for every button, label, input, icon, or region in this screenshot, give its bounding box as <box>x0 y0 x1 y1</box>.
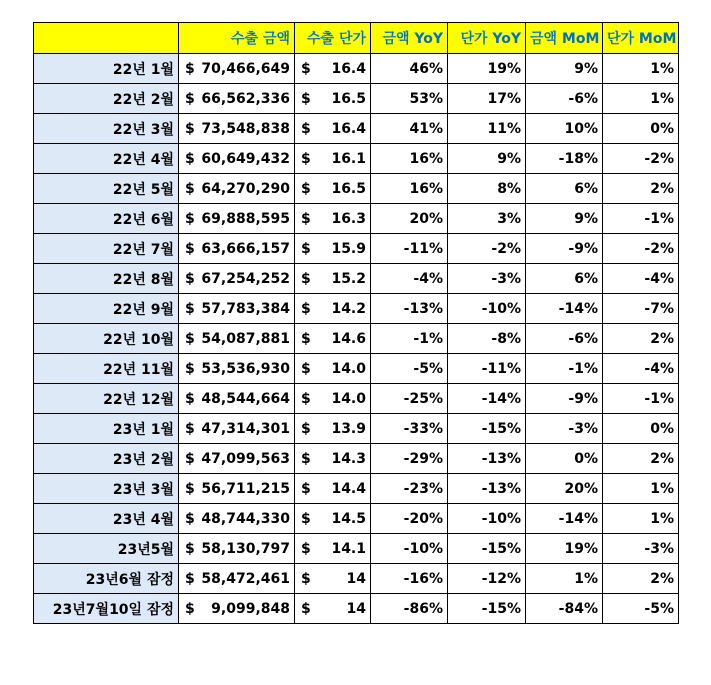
dollar-sign: $ <box>301 450 311 467</box>
amount-yoy-cell[interactable]: -10% <box>371 534 448 564</box>
dollar-sign: $ <box>301 270 311 287</box>
price-mom-cell[interactable]: 0% <box>603 114 679 144</box>
price-yoy-cell[interactable]: -11% <box>448 354 526 384</box>
price-yoy-cell[interactable]: -13% <box>448 474 526 504</box>
dollar-sign: $ <box>185 510 195 527</box>
export-amount-cell-wrap <box>183 361 290 377</box>
unit-price-cell-wrap <box>299 151 366 167</box>
table-row <box>34 384 679 414</box>
export-amount-cell-value: 48,744,330 <box>201 510 290 527</box>
amount-yoy-cell[interactable]: -33% <box>371 414 448 444</box>
price-yoy-cell[interactable]: 17% <box>448 84 526 114</box>
export-amount-cell[interactable] <box>179 54 295 84</box>
row-label-cell[interactable]: 22년 2월 <box>34 84 179 114</box>
export-amount-cell[interactable] <box>179 144 295 174</box>
amount-yoy-cell[interactable]: -86% <box>371 594 448 624</box>
dollar-sign: $ <box>185 150 195 167</box>
price-mom-cell[interactable]: 2% <box>603 564 679 594</box>
unit-price-cell-value: 14.1 <box>331 540 366 557</box>
header-export-amount[interactable]: 수출 금액 <box>179 23 295 54</box>
dollar-sign: $ <box>301 390 311 407</box>
amount-yoy-cell[interactable]: -11% <box>371 234 448 264</box>
table-row <box>34 474 679 504</box>
table-row <box>34 534 679 564</box>
header-price-yoy[interactable]: 단가 YoY <box>448 23 526 54</box>
unit-price-cell-value: 15.2 <box>331 270 366 287</box>
export-amount-cell-wrap <box>183 601 290 617</box>
price-yoy-cell[interactable]: 9% <box>448 144 526 174</box>
amount-yoy-cell[interactable]: -4% <box>371 264 448 294</box>
export-amount-cell-value: 73,548,838 <box>201 120 290 137</box>
price-mom-cell[interactable]: -2% <box>603 234 679 264</box>
unit-price-cell-value: 14.0 <box>331 360 366 377</box>
table-row <box>34 504 679 534</box>
export-amount-cell-value: 54,087,881 <box>201 330 290 347</box>
dollar-sign: $ <box>301 300 311 317</box>
row-label-cell[interactable]: 22년 9월 <box>34 294 179 324</box>
export-amount-cell[interactable] <box>179 474 295 504</box>
price-mom-cell[interactable]: 0% <box>603 414 679 444</box>
table-row <box>34 594 679 624</box>
export-amount-cell-value: 67,254,252 <box>201 270 290 287</box>
amount-mom-cell[interactable]: 19% <box>526 534 603 564</box>
export-amount-cell-wrap <box>183 61 290 77</box>
export-amount-cell-value: 56,711,215 <box>201 480 290 497</box>
price-yoy-cell[interactable]: -15% <box>448 594 526 624</box>
row-label-cell[interactable]: 22년 6월 <box>34 204 179 234</box>
header-price-mom[interactable]: 단가 MoM <box>603 23 679 54</box>
price-yoy-cell[interactable]: -8% <box>448 324 526 354</box>
unit-price-cell[interactable] <box>295 174 371 204</box>
unit-price-cell[interactable] <box>295 84 371 114</box>
export-amount-cell-value: 63,666,157 <box>201 240 290 257</box>
export-amount-cell-wrap <box>183 271 290 287</box>
export-amount-cell-wrap <box>183 451 290 467</box>
amount-mom-cell[interactable]: -9% <box>526 234 603 264</box>
unit-price-cell[interactable] <box>295 384 371 414</box>
export-amount-cell-value: 58,130,797 <box>201 540 290 557</box>
table-row <box>34 324 679 354</box>
export-amount-cell[interactable] <box>179 174 295 204</box>
dollar-sign: $ <box>185 90 195 107</box>
dollar-sign: $ <box>301 600 311 617</box>
unit-price-cell[interactable] <box>295 504 371 534</box>
dollar-sign: $ <box>185 420 195 437</box>
export-amount-cell[interactable] <box>179 564 295 594</box>
price-mom-cell[interactable]: 1% <box>603 474 679 504</box>
amount-mom-cell[interactable]: -6% <box>526 324 603 354</box>
price-mom-cell[interactable]: 1% <box>603 84 679 114</box>
amount-mom-cell[interactable]: -3% <box>526 414 603 444</box>
unit-price-cell-wrap <box>299 121 366 137</box>
row-label-cell[interactable]: 22년 4월 <box>34 144 179 174</box>
table-row <box>34 54 679 84</box>
dollar-sign: $ <box>185 450 195 467</box>
table-row <box>34 234 679 264</box>
amount-yoy-cell[interactable]: -25% <box>371 384 448 414</box>
price-mom-cell[interactable]: -5% <box>603 594 679 624</box>
header-amount-yoy[interactable]: 금액 YoY <box>371 23 448 54</box>
unit-price-cell-value: 14.4 <box>331 480 366 497</box>
export-amount-cell[interactable] <box>179 294 295 324</box>
amount-mom-cell[interactable]: 6% <box>526 174 603 204</box>
amount-yoy-cell[interactable]: 46% <box>371 54 448 84</box>
price-mom-cell[interactable]: -4% <box>603 264 679 294</box>
price-yoy-cell[interactable]: -10% <box>448 504 526 534</box>
table-row <box>34 444 679 474</box>
amount-mom-cell[interactable]: 10% <box>526 114 603 144</box>
amount-mom-cell[interactable]: -6% <box>526 84 603 114</box>
table-row <box>34 174 679 204</box>
dollar-sign: $ <box>301 120 311 137</box>
unit-price-cell-wrap <box>299 601 366 617</box>
dollar-sign: $ <box>185 330 195 347</box>
unit-price-cell[interactable] <box>295 594 371 624</box>
export-amount-cell-wrap <box>183 121 290 137</box>
row-label-cell[interactable]: 22년 7월 <box>34 234 179 264</box>
amount-yoy-cell[interactable]: -13% <box>371 294 448 324</box>
unit-price-cell-wrap <box>299 361 366 377</box>
dollar-sign: $ <box>185 360 195 377</box>
price-yoy-cell[interactable]: -15% <box>448 414 526 444</box>
unit-price-cell-value: 14.6 <box>331 330 366 347</box>
row-label-cell[interactable]: 23년 4월 <box>34 504 179 534</box>
price-mom-cell[interactable]: -1% <box>603 384 679 414</box>
export-amount-cell-value: 57,783,384 <box>201 300 290 317</box>
price-mom-cell[interactable]: -7% <box>603 294 679 324</box>
row-label-cell[interactable]: 22년 8월 <box>34 264 179 294</box>
unit-price-cell-value: 14.3 <box>331 450 366 467</box>
row-label-cell[interactable]: 22년 12월 <box>34 384 179 414</box>
unit-price-cell-wrap <box>299 481 366 497</box>
export-amount-cell[interactable] <box>179 354 295 384</box>
unit-price-cell[interactable] <box>295 444 371 474</box>
dollar-sign: $ <box>301 510 311 527</box>
export-amount-cell-wrap <box>183 481 290 497</box>
unit-price-cell-value: 15.9 <box>331 240 366 257</box>
row-label-cell[interactable]: 22년 5월 <box>34 174 179 204</box>
unit-price-cell-value: 16.3 <box>331 210 366 227</box>
export-amount-cell[interactable] <box>179 444 295 474</box>
unit-price-cell-wrap <box>299 541 366 557</box>
header-corner-cell[interactable] <box>34 23 179 54</box>
price-yoy-cell[interactable]: -3% <box>448 264 526 294</box>
amount-yoy-cell[interactable]: 20% <box>371 204 448 234</box>
export-amount-cell[interactable] <box>179 84 295 114</box>
amount-mom-cell[interactable]: -14% <box>526 294 603 324</box>
amount-mom-cell[interactable]: 9% <box>526 54 603 84</box>
dollar-sign: $ <box>301 540 311 557</box>
export-amount-cell-wrap <box>183 151 290 167</box>
export-amount-cell[interactable] <box>179 204 295 234</box>
unit-price-cell-wrap <box>299 511 366 527</box>
unit-price-cell[interactable] <box>295 414 371 444</box>
unit-price-cell-value: 16.4 <box>331 120 366 137</box>
row-label-cell[interactable]: 23년 3월 <box>34 474 179 504</box>
amount-mom-cell[interactable]: -14% <box>526 504 603 534</box>
price-yoy-cell[interactable]: -14% <box>448 384 526 414</box>
unit-price-cell-wrap <box>299 391 366 407</box>
unit-price-cell-wrap <box>299 241 366 257</box>
unit-price-cell[interactable] <box>295 204 371 234</box>
export-amount-cell-value: 69,888,595 <box>201 210 290 227</box>
unit-price-cell-value: 14.5 <box>331 510 366 527</box>
unit-price-cell-value: 16.4 <box>331 60 366 77</box>
export-amount-cell-wrap <box>183 91 290 107</box>
row-label-cell[interactable]: 23년 2월 <box>34 444 179 474</box>
price-mom-cell[interactable]: -1% <box>603 204 679 234</box>
amount-yoy-cell[interactable]: -1% <box>371 324 448 354</box>
unit-price-cell-wrap <box>299 61 366 77</box>
dollar-sign: $ <box>185 300 195 317</box>
export-amount-cell[interactable] <box>179 504 295 534</box>
dollar-sign: $ <box>301 480 311 497</box>
price-mom-cell[interactable]: 1% <box>603 504 679 534</box>
unit-price-cell[interactable] <box>295 534 371 564</box>
export-amount-cell[interactable] <box>179 414 295 444</box>
table-row <box>34 264 679 294</box>
dollar-sign: $ <box>301 570 311 587</box>
dollar-sign: $ <box>185 480 195 497</box>
export-amount-cell[interactable] <box>179 594 295 624</box>
export-amount-cell-wrap <box>183 241 290 257</box>
export-amount-cell-wrap <box>183 421 290 437</box>
dollar-sign: $ <box>301 150 311 167</box>
unit-price-cell-value: 14 <box>346 570 366 587</box>
table-body <box>34 54 679 624</box>
header-export-unit-price[interactable]: 수출 단가 <box>295 23 371 54</box>
export-amount-cell-value: 47,314,301 <box>201 420 290 437</box>
unit-price-cell[interactable] <box>295 264 371 294</box>
price-mom-cell[interactable]: -3% <box>603 534 679 564</box>
unit-price-cell[interactable] <box>295 234 371 264</box>
table-row <box>34 564 679 594</box>
row-label-cell[interactable]: 23년7월10일 잠정 <box>34 594 179 624</box>
amount-mom-cell[interactable]: -1% <box>526 354 603 384</box>
price-mom-cell[interactable]: 2% <box>603 444 679 474</box>
unit-price-cell-value: 16.5 <box>331 180 366 197</box>
export-amount-cell[interactable] <box>179 384 295 414</box>
export-amount-cell-value: 47,099,563 <box>201 450 290 467</box>
row-label-cell[interactable]: 23년5월 <box>34 534 179 564</box>
unit-price-cell-wrap <box>299 331 366 347</box>
price-yoy-cell[interactable]: 3% <box>448 204 526 234</box>
table-row <box>34 84 679 114</box>
export-amount-cell[interactable] <box>179 264 295 294</box>
table-row <box>34 354 679 384</box>
export-amount-cell-wrap <box>183 181 290 197</box>
amount-yoy-cell[interactable]: -5% <box>371 354 448 384</box>
price-mom-cell[interactable]: 1% <box>603 54 679 84</box>
price-yoy-cell[interactable]: -10% <box>448 294 526 324</box>
price-mom-cell[interactable]: 2% <box>603 324 679 354</box>
export-amount-cell-wrap <box>183 571 290 587</box>
amount-mom-cell[interactable]: 1% <box>526 564 603 594</box>
unit-price-cell[interactable] <box>295 474 371 504</box>
unit-price-cell-wrap <box>299 181 366 197</box>
export-amount-cell-value: 58,472,461 <box>201 570 290 587</box>
dollar-sign: $ <box>185 240 195 257</box>
table-row <box>34 114 679 144</box>
dollar-sign: $ <box>301 360 311 377</box>
unit-price-cell-wrap <box>299 571 366 587</box>
export-amount-cell[interactable] <box>179 534 295 564</box>
export-amount-cell-wrap <box>183 301 290 317</box>
dollar-sign: $ <box>185 270 195 287</box>
export-amount-cell-wrap <box>183 511 290 527</box>
export-data-table <box>33 22 679 624</box>
unit-price-cell-wrap <box>299 91 366 107</box>
export-amount-cell-value: 70,466,649 <box>201 60 290 77</box>
dollar-sign: $ <box>185 570 195 587</box>
unit-price-cell-value: 14 <box>346 600 366 617</box>
dollar-sign: $ <box>301 330 311 347</box>
price-mom-cell[interactable]: 2% <box>603 174 679 204</box>
dollar-sign: $ <box>185 120 195 137</box>
amount-mom-cell[interactable]: 0% <box>526 444 603 474</box>
dollar-sign: $ <box>185 600 195 617</box>
export-amount-cell-value: 64,270,290 <box>201 180 290 197</box>
unit-price-cell-wrap <box>299 271 366 287</box>
amount-mom-cell[interactable]: 9% <box>526 204 603 234</box>
unit-price-cell-value: 14.2 <box>331 300 366 317</box>
dollar-sign: $ <box>185 540 195 557</box>
row-label-cell[interactable]: 23년6월 잠정 <box>34 564 179 594</box>
table-row <box>34 294 679 324</box>
unit-price-cell-value: 14.0 <box>331 390 366 407</box>
price-yoy-cell[interactable]: -15% <box>448 534 526 564</box>
export-amount-cell[interactable] <box>179 324 295 354</box>
amount-yoy-cell[interactable]: 16% <box>371 144 448 174</box>
unit-price-cell-wrap <box>299 301 366 317</box>
dollar-sign: $ <box>301 90 311 107</box>
export-amount-cell-value: 9,099,848 <box>211 600 290 617</box>
row-label-cell[interactable]: 22년 11월 <box>34 354 179 384</box>
export-amount-cell-wrap <box>183 211 290 227</box>
unit-price-cell[interactable] <box>295 354 371 384</box>
price-yoy-cell[interactable]: 19% <box>448 54 526 84</box>
header-row <box>34 23 679 54</box>
price-mom-cell[interactable]: -4% <box>603 354 679 384</box>
dollar-sign: $ <box>301 420 311 437</box>
price-mom-cell[interactable]: -2% <box>603 144 679 174</box>
export-amount-cell-value: 60,649,432 <box>201 150 290 167</box>
unit-price-cell-wrap <box>299 421 366 437</box>
table-row <box>34 144 679 174</box>
amount-mom-cell[interactable]: 20% <box>526 474 603 504</box>
dollar-sign: $ <box>301 210 311 227</box>
unit-price-cell[interactable] <box>295 114 371 144</box>
export-amount-cell-value: 66,562,336 <box>201 90 290 107</box>
unit-price-cell[interactable] <box>295 324 371 354</box>
amount-mom-cell[interactable]: 6% <box>526 264 603 294</box>
amount-mom-cell[interactable]: -18% <box>526 144 603 174</box>
price-yoy-cell[interactable]: 11% <box>448 114 526 144</box>
price-yoy-cell[interactable]: -12% <box>448 564 526 594</box>
table-row <box>34 204 679 234</box>
amount-mom-cell[interactable]: -9% <box>526 384 603 414</box>
price-yoy-cell[interactable]: -2% <box>448 234 526 264</box>
price-yoy-cell[interactable]: -13% <box>448 444 526 474</box>
row-label-cell[interactable]: 23년 1월 <box>34 414 179 444</box>
unit-price-cell-wrap <box>299 451 366 467</box>
unit-price-cell-value: 16.5 <box>331 90 366 107</box>
amount-yoy-cell[interactable]: 16% <box>371 174 448 204</box>
unit-price-cell-value: 13.9 <box>331 420 366 437</box>
unit-price-cell-wrap <box>299 211 366 227</box>
dollar-sign: $ <box>185 60 195 77</box>
dollar-sign: $ <box>185 210 195 227</box>
dollar-sign: $ <box>301 60 311 77</box>
unit-price-cell[interactable] <box>295 294 371 324</box>
dollar-sign: $ <box>301 240 311 257</box>
export-amount-cell-wrap <box>183 391 290 407</box>
dollar-sign: $ <box>185 390 195 407</box>
row-label-cell[interactable]: 22년 10월 <box>34 324 179 354</box>
unit-price-cell[interactable] <box>295 564 371 594</box>
dollar-sign: $ <box>301 180 311 197</box>
unit-price-cell[interactable] <box>295 54 371 84</box>
amount-mom-cell[interactable]: -84% <box>526 594 603 624</box>
export-amount-cell-value: 53,536,930 <box>201 360 290 377</box>
table-row <box>34 414 679 444</box>
export-amount-cell-wrap <box>183 331 290 347</box>
row-label-cell[interactable]: 22년 3월 <box>34 114 179 144</box>
unit-price-cell[interactable] <box>295 144 371 174</box>
amount-yoy-cell[interactable]: -20% <box>371 504 448 534</box>
row-label-cell[interactable]: 22년 1월 <box>34 54 179 84</box>
amount-yoy-cell[interactable]: 53% <box>371 84 448 114</box>
export-amount-cell-wrap <box>183 541 290 557</box>
header-amount-mom[interactable]: 금액 MoM <box>526 23 603 54</box>
export-amount-cell-value: 48,544,664 <box>201 390 290 407</box>
export-amount-cell[interactable] <box>179 234 295 264</box>
unit-price-cell-value: 16.1 <box>331 150 366 167</box>
amount-yoy-cell[interactable]: -29% <box>371 444 448 474</box>
export-amount-cell[interactable] <box>179 114 295 144</box>
dollar-sign: $ <box>185 180 195 197</box>
price-yoy-cell[interactable]: 8% <box>448 174 526 204</box>
amount-yoy-cell[interactable]: -16% <box>371 564 448 594</box>
amount-yoy-cell[interactable]: -23% <box>371 474 448 504</box>
amount-yoy-cell[interactable]: 41% <box>371 114 448 144</box>
